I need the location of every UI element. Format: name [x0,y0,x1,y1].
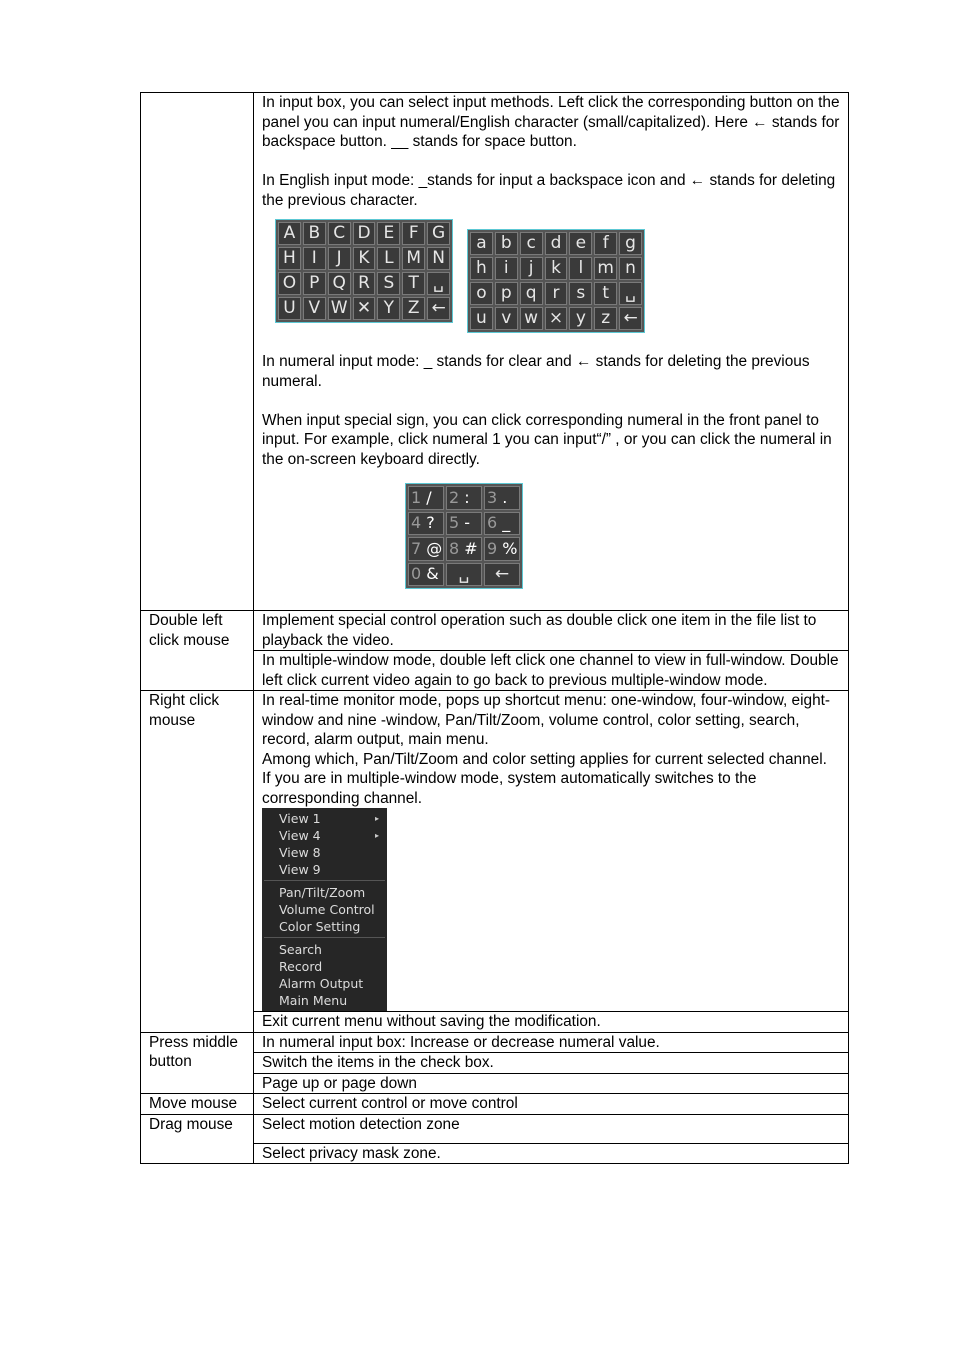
keyboard-key[interactable]: ← [427,297,450,320]
keyboard-key[interactable]: j [520,257,543,280]
menu-item-pan-tilt-zoom[interactable]: Pan/Tilt/Zoom [279,885,366,900]
numeral-key[interactable] [408,486,444,510]
ptz-color-text: Among which, Pan/Tilt/Zoom and color setting applies for current selected channel. [262,750,827,768]
numeral-key[interactable] [446,486,482,510]
keyboard-key[interactable]: o [470,282,493,305]
english-keyboards [262,210,840,352]
numeral-key[interactable] [408,512,444,536]
desc-middle-2: Switch the items in the check box. [254,1053,849,1074]
row-double-left-1 [141,611,849,651]
lowercase-keyboard [467,229,645,333]
numeral-key[interactable] [484,486,520,510]
menu-item-color-setting[interactable]: Color Setting [279,919,361,934]
keyboard-key[interactable]: U [278,297,301,320]
numeral-key[interactable] [484,537,520,561]
key-digit: 7 [411,538,422,558]
menu-item-volume-control[interactable]: Volume Control [279,902,375,917]
mouse-operation-table [140,92,849,1164]
key-digit: 4 [411,513,422,533]
keyboard-key[interactable]: ␣ [427,272,450,295]
key-symbol: ? [426,513,435,533]
key-symbol: & [426,564,439,584]
key-symbol: _ [502,513,511,533]
menu-item-alarm-output[interactable]: Alarm Output [279,976,364,991]
menu-item-view-4[interactable]: View 4 ▸ [279,828,379,843]
uppercase-keyboard [275,219,453,323]
special-sign-text: When input special sign, you can click corresponding numeral in the front panel to input. For example, click numeral 1 you can input“/” , or you can click the numeral in the on-screen keyboard directly. [262,411,832,468]
backspace-key[interactable]: ← [484,563,520,587]
submenu-arrow-icon: ▸ [374,814,379,823]
keyboard-key[interactable]: Z [402,297,425,320]
key-digit: 0 [411,564,422,584]
keyboard-key[interactable]: s [569,282,592,305]
numeral-keyboard [405,483,523,589]
keyboard-key[interactable]: r [545,282,568,305]
menu-separator [264,937,385,938]
desc-right-click-2: Exit current menu without saving the modification. [254,1012,849,1033]
numeral-key[interactable] [408,537,444,561]
row-middle-1 [141,1032,849,1053]
keyboard-key[interactable]: M [402,247,425,270]
keyboard-key[interactable]: L [377,247,400,270]
keyboard-key[interactable]: C [328,222,351,245]
keyboard-key[interactable]: P [303,272,326,295]
numeral-key[interactable] [484,512,520,536]
menu-item-view-8[interactable]: View 8 [279,845,321,860]
label-right-click: Right click mouse [141,691,254,1033]
keyboard-key[interactable]: g [619,232,642,255]
keyboard-key[interactable]: G [427,222,450,245]
key-digit: 1 [411,487,422,507]
desc-double-left-1: Implement special control operation such as double click one item in the file list to playback the video. [254,611,849,651]
key-digit: 6 [487,513,498,533]
key-symbol: - [464,513,470,533]
keyboard-key[interactable]: b [495,232,518,255]
keyboard-key[interactable]: B [303,222,326,245]
shortcut-menu-text: In real-time monitor mode, pops up shortcut menu: one-window, four-window, eight-window and nine -window, Pan/Tilt/Zoom, volume control, color setting, search, record, alarm output, main menu. [262,692,831,748]
keyboard-key[interactable]: V [303,297,326,320]
row-desc-input-box [254,93,849,611]
keyboard-key[interactable]: l [569,257,592,280]
keyboard-key[interactable]: t [594,282,617,305]
keyboard-key[interactable]: f [594,232,617,255]
keyboard-key[interactable]: z [594,307,617,330]
desc-drag-1: Select motion detection zone [254,1114,849,1143]
menu-item-view-1[interactable]: View 1 ▸ [279,811,379,826]
desc-middle-1: In numeral input box: Increase or decrease numeral value. [254,1032,849,1053]
keyboard-key[interactable]: E [377,222,400,245]
keyboard-key[interactable]: R [353,272,376,295]
desc-move-mouse: Select current control or move control [254,1094,849,1115]
numeral-key[interactable] [446,512,482,536]
space-key[interactable]: ␣ [446,563,482,587]
submenu-arrow-icon: ▸ [374,831,379,840]
keyboard-key[interactable]: m [594,257,617,280]
numeral-mode-text: In numeral input mode: _ stands for clear and ← stands for deleting the previous numeral. [262,353,810,390]
key-symbol: : [464,487,470,507]
input-methods-text: In input box, you can select input methods. Left click the corresponding button on the panel you can input numeral/English character (small/capitalized). Here ← stands for backspace button. __ stands for space button. [262,94,840,150]
row-right-click-1 [141,691,849,1012]
key-digit: 8 [449,538,460,558]
keyboard-key[interactable]: T [402,272,425,295]
keyboard-key[interactable]: ␣ [619,282,642,305]
keyboard-key[interactable]: N [427,247,450,270]
keyboard-key[interactable]: v [495,307,518,330]
key-symbol: # [464,538,478,558]
keyboard-key[interactable]: I [303,247,326,270]
numeral-keyboard-wrap [262,483,840,610]
keyboard-key[interactable]: O [278,272,301,295]
keyboard-key[interactable]: e [569,232,592,255]
keyboard-key[interactable]: A [278,222,301,245]
key-digit: 9 [487,538,498,558]
keyboard-key[interactable]: k [545,257,568,280]
key-digit: 5 [449,513,460,533]
label-move-mouse: Move mouse [141,1094,254,1115]
keyboard-key[interactable]: n [619,257,642,280]
label-drag-mouse: Drag mouse [141,1114,254,1164]
label-middle-button: Press middle button [141,1032,254,1094]
menu-item-main-menu[interactable]: Main Menu [279,993,348,1008]
key-symbol: . [502,487,508,507]
key-digit: 2 [449,487,460,507]
keyboard-key[interactable]: Y [377,297,400,320]
menu-item-search[interactable]: Search [279,942,322,957]
keyboard-key[interactable]: i [495,257,518,280]
keyboard-key[interactable]: J [328,247,351,270]
label-double-left: Double left click mouse [141,611,254,691]
keyboard-key[interactable]: Q [328,272,351,295]
keyboard-key[interactable]: K [353,247,376,270]
keyboard-key[interactable]: c [520,232,543,255]
menu-item-record[interactable]: Record [279,959,323,974]
keyboard-key[interactable]: H [278,247,301,270]
keyboard-key[interactable]: d [545,232,568,255]
desc-drag-2: Select privacy mask zone. [254,1143,849,1164]
numeral-key[interactable] [408,563,444,587]
key-symbol: @ [426,538,443,558]
menu-separator [264,880,385,881]
key-digit: 3 [487,487,498,507]
key-symbol: % [502,538,518,558]
keyboard-key[interactable]: u [470,307,493,330]
row-move-mouse [141,1094,849,1115]
keyboard-key[interactable]: ← [619,307,642,330]
key-symbol: / [426,487,432,507]
keyboard-key[interactable]: × [545,307,568,330]
keyboard-key[interactable]: w [520,307,543,330]
desc-middle-3: Page up or page down [254,1073,849,1094]
menu-item-view-9[interactable]: View 9 [279,862,321,877]
keyboard-key[interactable]: ✕ [353,297,376,320]
keyboard-key[interactable]: p [495,282,518,305]
shortcut-context-menu [262,808,387,1011]
keyboard-key[interactable]: D [353,222,376,245]
row-input-box [141,93,849,611]
row-drag-1 [141,1114,849,1143]
desc-right-click-1 [254,691,849,1012]
english-mode-text: In English input mode: _stands for input a backspace icon and ← stands for deleting the previous character. [262,172,836,209]
numeral-key[interactable] [446,537,482,561]
keyboard-key[interactable]: y [569,307,592,330]
row-label-empty [141,93,254,611]
keyboard-key[interactable]: F [402,222,425,245]
keyboard-key[interactable]: S [377,272,400,295]
keyboard-key[interactable]: q [520,282,543,305]
keyboard-key[interactable]: W [328,297,351,320]
channel-switch-text: If you are in multiple-window mode, system automatically switches to the corresponding channel. [262,770,757,807]
keyboard-key[interactable]: a [470,232,493,255]
desc-double-left-2: In multiple-window mode, double left click one channel to view in full-window. Double left click current video again to go back to previous multiple-window mode. [254,651,849,691]
keyboard-key[interactable]: h [470,257,493,280]
